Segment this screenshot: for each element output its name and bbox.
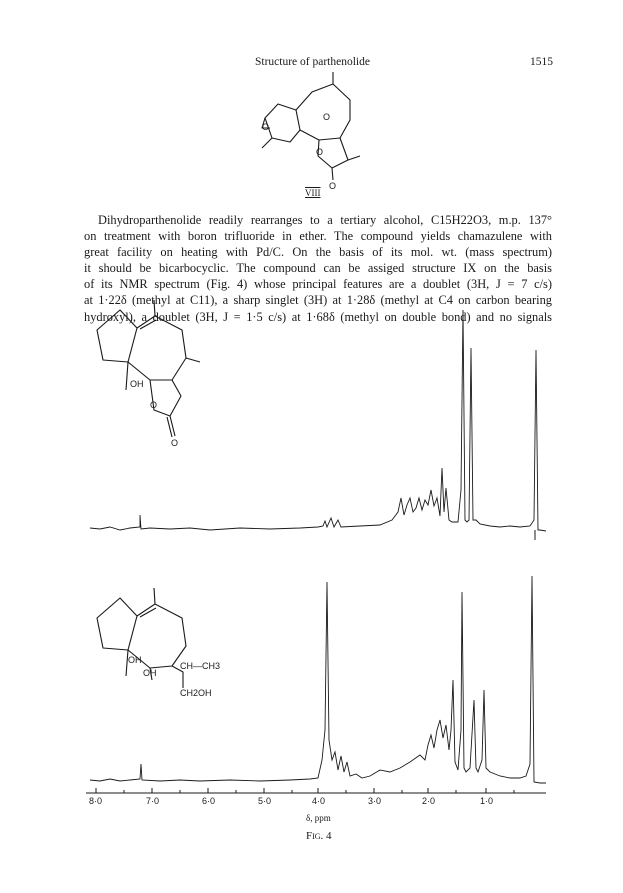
para-line: on treatment with boron trifluoride in ether. The compound yields chamazulene with [84,229,552,244]
tick-label-5: 5·0 [258,796,272,806]
tick-label-2: 2·0 [422,796,436,806]
x-oh-label-2: OH [143,668,157,678]
body-paragraph [84,212,552,325]
viii-atom-o2: O [262,122,270,132]
tick-label-4: 4·0 [312,796,326,806]
para-line: it should be bicarbocyclic. The compound can be assiged structure IX on the basis [84,261,552,276]
tick-label-8: 8·0 [89,796,103,806]
x-oh-label-1: OH [128,655,142,665]
axis-unit-label: δ, ppm [306,813,331,823]
viii-label: VIII [305,188,321,198]
tick-label-6: 6·0 [202,796,216,806]
tick-label-1: 1·0 [480,796,494,806]
structure-viii [262,72,360,180]
para-line: at 1·22δ (methyl at C11), a sharp singlet (3H) at 1·28δ (methyl at C4 on carbon bearing [84,293,552,308]
viii-atom-o1: O [323,112,331,122]
page-number: 1515 [530,56,553,68]
tick-label-3: 3·0 [368,796,382,806]
structure-x [97,588,186,688]
para-line: Dihydroparthenolide readily rearranges to a tertiary alcohol, C15H22O3, m.p. 137° [98,213,552,227]
para-line: of its NMR spectrum (Fig. 4) whose principal features are a doublet (3H, J = 7 c/s) [84,277,552,292]
ix-oh-label: OH [130,379,144,389]
para-line: hydroxyl), a doublet (3H, J = 1·5 c/s) at 1·68δ (methyl on double bond) and no signals [84,309,552,324]
x-ch2oh-label: CH2OH [180,688,212,698]
figure-caption: Fig. 4 [306,830,332,842]
lower-spectrum-trace [90,576,546,783]
tick-label-7: 7·0 [146,796,160,806]
ppm-axis [86,788,546,793]
viii-atom-o3: O [316,147,324,157]
ix-carbonyl-o-label: O [171,438,179,448]
x-ch-ch3-label: CH—CH3 [180,661,221,671]
upper-spectrum-trace [90,310,546,531]
viii-atom-o4: O [329,181,337,191]
ix-ring-o-label: O [150,400,158,410]
running-title: Structure of parthenolide [255,56,370,68]
para-line: great facility on heating with Pd/C. On the basis of its mol. wt. (mass spectrum) [84,245,552,260]
